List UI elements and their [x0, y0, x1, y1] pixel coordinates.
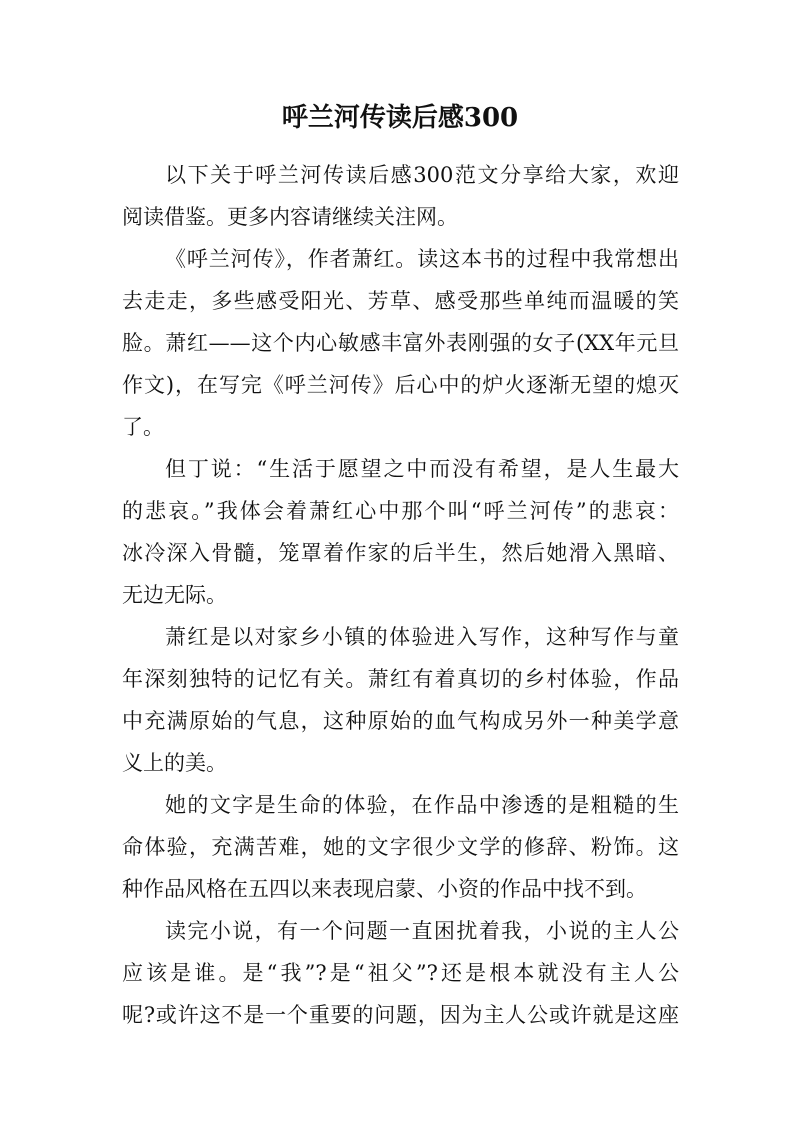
text-line: 义上的美。 — [122, 751, 227, 775]
text-line: 无边无际。 — [122, 583, 227, 607]
text-line: 的悲哀。”我体会着萧红心中那个叫“呼兰河传”的悲哀： — [122, 499, 679, 523]
text-line: 命体验，充满苦难，她的文字很少文学的修辞、粉饰。这 — [122, 835, 679, 859]
text-line: 以下关于呼兰河传读后感300范文分享给大家，欢迎 — [165, 163, 679, 187]
text-line: 《呼兰河传》，作者萧红。读这本书的过程中我常想出 — [165, 247, 679, 271]
paragraph — [122, 784, 679, 910]
text-line: 中充满原始的气息，这种原始的血气构成另外一种美学意 — [122, 709, 679, 733]
paragraph — [122, 238, 679, 448]
text-line: 阅读借鉴。更多内容请继续关注网。 — [122, 205, 458, 229]
text-line: 但丁说：“生活于愿望之中而没有希望，是人生最大 — [165, 457, 679, 481]
document-title: 呼兰河传读后感300 — [281, 103, 519, 133]
text-line: 呢?或许这不是一个重要的问题，因为主人公或许就是这座 — [122, 1003, 679, 1027]
text-line: 读完小说，有一个问题一直困扰着我，小说的主人公 — [165, 919, 679, 943]
paragraph — [122, 616, 679, 784]
text-line: 了。 — [122, 415, 164, 439]
text-line: 种作品风格在五四以来表现启蒙、小资的作品中找不到。 — [122, 877, 647, 901]
text-line: 应该是谁。是“我”?是“祖父”?还是根本就没有主人公 — [122, 961, 679, 985]
text-line: 作文)，在写完《呼兰河传》后心中的炉火逐渐无望的熄灭 — [122, 373, 679, 397]
text-line: 脸。萧红——这个内心敏感丰富外表刚强的女子(XX年元旦 — [122, 331, 679, 355]
text-line: 年深刻独特的记忆有关。萧红有着真切的乡村体验，作品 — [122, 667, 679, 691]
text-line: 去走走，多些感受阳光、芳草、感受那些单纯而温暖的笑 — [122, 289, 679, 313]
text-line: 她的文字是生命的体验，在作品中渗透的是粗糙的生 — [165, 793, 679, 817]
paragraph — [122, 910, 679, 1036]
document-body — [122, 154, 679, 1036]
paragraph — [122, 448, 679, 616]
paragraph — [122, 154, 679, 238]
text-line: 冰冷深入骨髓，笼罩着作家的后半生，然后她滑入黑暗、 — [122, 541, 679, 565]
text-line: 萧红是以对家乡小镇的体验进入写作，这种写作与童 — [165, 625, 679, 649]
